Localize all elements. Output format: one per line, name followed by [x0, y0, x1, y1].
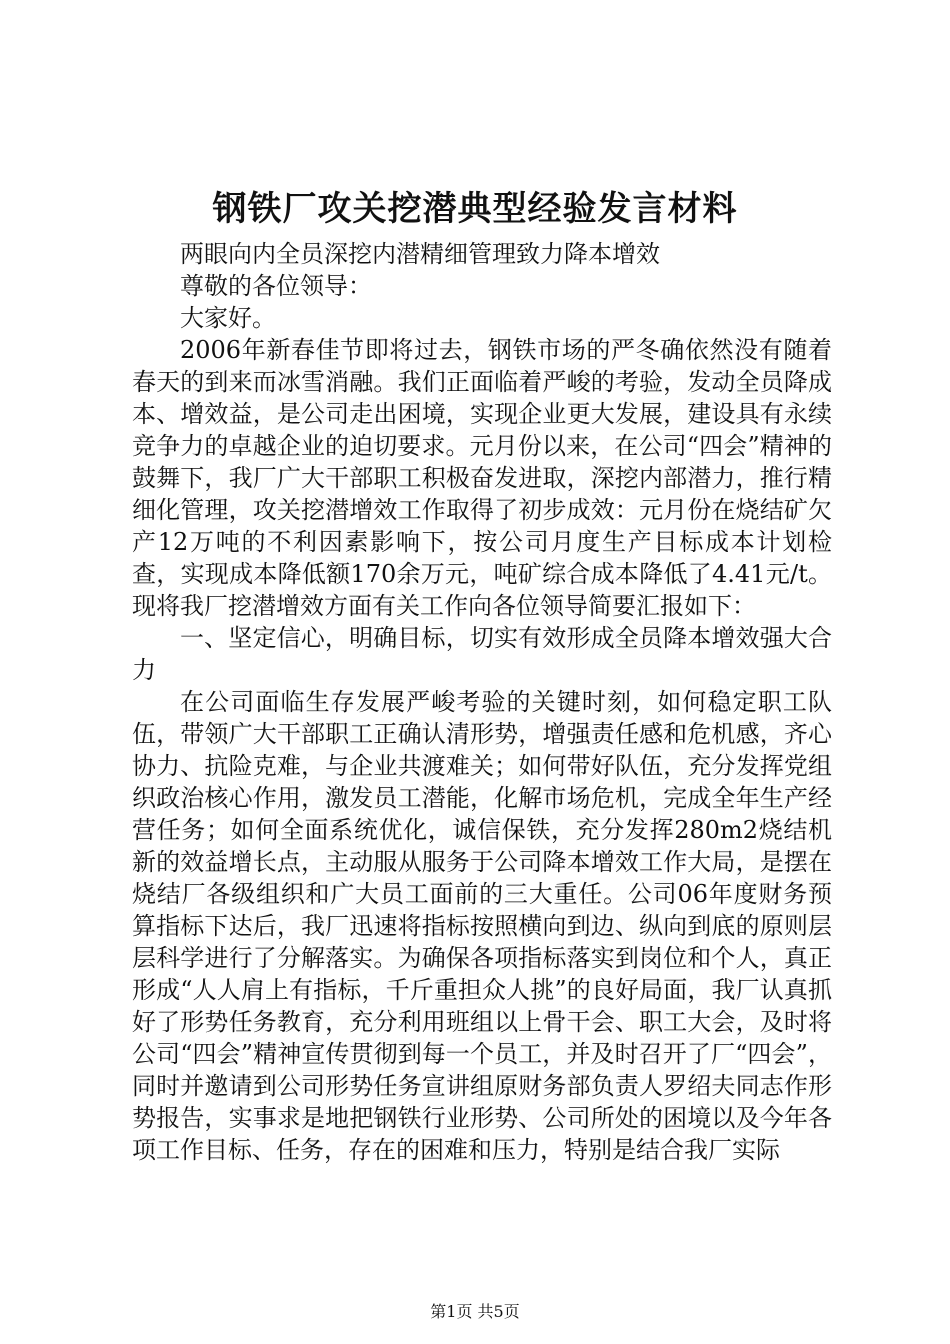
body-paragraph: 在公司面临生存发展严峻考验的关键时刻，如何稳定职工队伍，带领广大干部职工正确认清形势，增强责任感和危机感，齐心协力、抗险克难，与企业共渡难关；如何带好队伍，充分发挥党组织政治核心作用，激发员工潜能，化解市场危机，完成全年生产经营任务；如何全面系统优化，诚信保铁，充分发挥280m2烧结机新的效益增长点，主动服从服务于公司降本增效工作大局，是摆在烧结厂各级组织和广大员工面前的三大重任。公司06年度财务预算指标下达后，我厂迅速将指标按照横向到边、纵向到底的原则层层科学进行了分解落实。为确保各项指标落实到岗位和个人，真正形成“人人肩上有指标，千斤重担众人挑”的良好局面，我厂认真抓好了形势任务教育，充分利用班组以上骨干会、职工大会，及时将公司“四会”精神宣传贯彻到每一个员工，并及时召开了厂“四会”，同时并邀请到公司形势任务宣讲组原财务部负责人罗绍夫同志作形势报告，实事求是地把钢铁行业形势、公司所处的困境以及今年各项工作目标、任务，存在的困难和压力，特别是结合我厂实际	[132, 688, 832, 1164]
salutation-paragraph: 尊敬的各位领导：	[180, 272, 372, 300]
body-paragraph: 2006年新春佳节即将过去，钢铁市场的严冬确依然没有随着春天的到来而冰雪消融。我们正面临着严峻的考验，发动全员降成本、增效益，是公司走出困境，实现企业更大发展，建设具有永续竞争力的卓越企业的迫切要求。元月份以来，在公司“四会”精神的鼓舞下，我厂广大干部职工积极奋发进取，深挖内部潜力，推行精细化管理，攻关挖潜增效工作取得了初步成效：元月份在烧结矿欠产12万吨的不利因素影响下，按公司月度生产目标成本计划检查，实现成本降低额170余万元，吨矿综合成本降低了4.41元/t。现将我厂挖潜增效方面有关工作向各位领导简要汇报如下：	[132, 336, 832, 620]
page-number-footer: 第1页 共5页	[430, 1302, 520, 1321]
document-body	[132, 238, 832, 1166]
greeting-paragraph: 大家好。	[180, 304, 276, 332]
section-heading: 一、坚定信心，明确目标，切实有效形成全员降本增效强大合力	[132, 624, 832, 684]
document-title: 钢铁厂攻关挖潜典型经验发言材料	[212, 189, 738, 229]
subtitle-paragraph: 两眼向内全员深挖内潜精细管理致力降本增效	[180, 240, 660, 268]
